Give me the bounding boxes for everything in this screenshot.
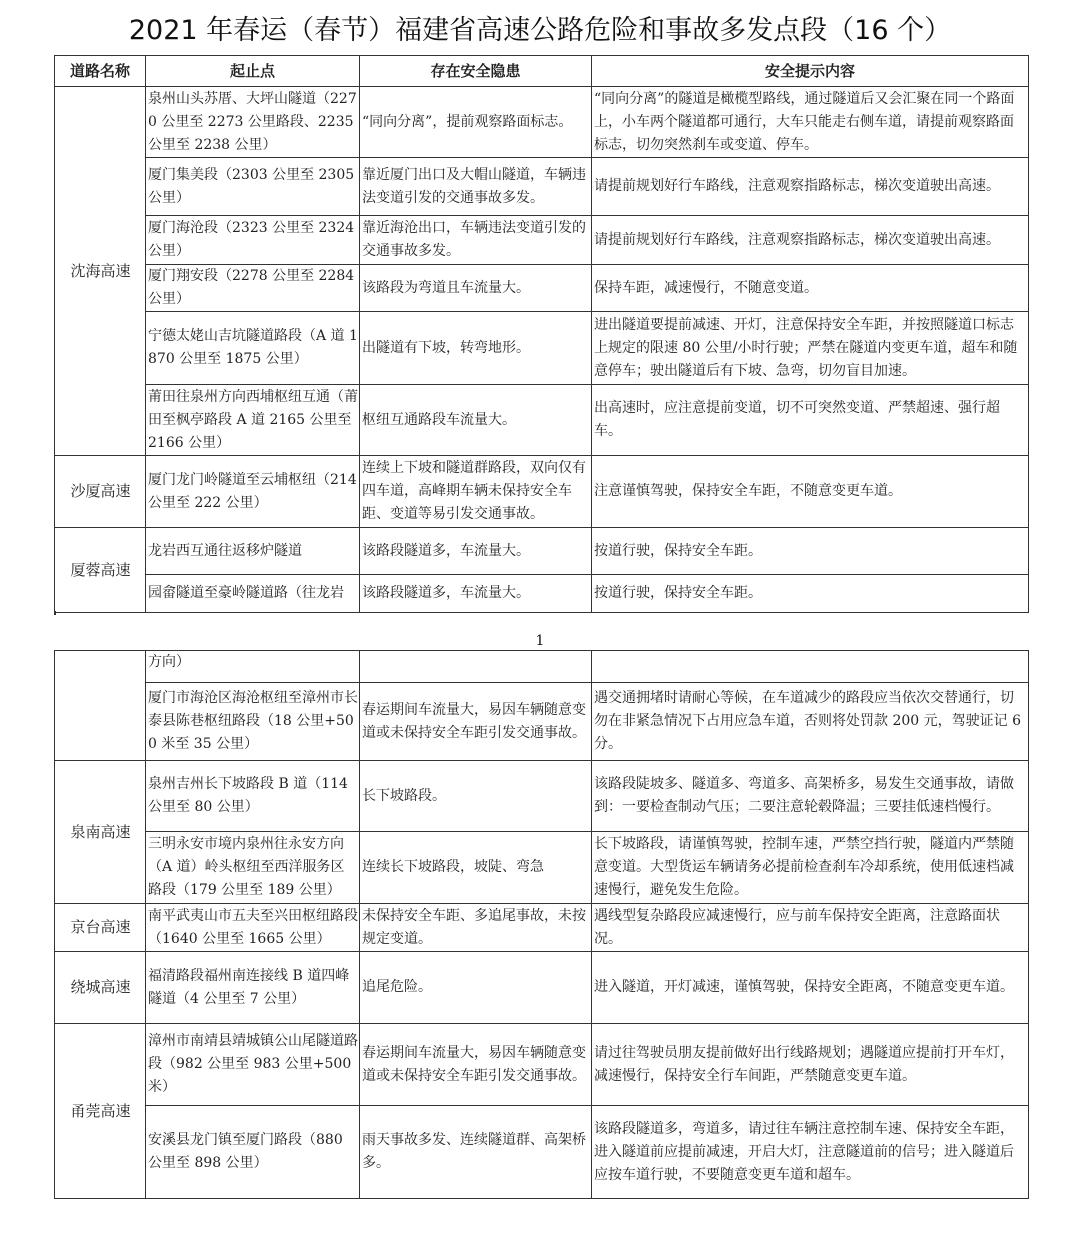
table-row [55,312,1029,385]
hazard-table-page-2 [54,650,1029,1199]
table-row [55,1024,1029,1106]
location-cell: 安溪县龙门镇至厦门路段（880 公里至 898 公里） [146,1106,360,1199]
location-cell: 龙岩西互通往返移炉隧道 [146,528,360,575]
hazard-cell: 靠近厦门出口及大帽山隧道，车辆违法变道引发的交通事故多发。 [360,158,592,216]
document-title: 2021 年春运（春节）福建省高速公路危险和事故多发点段（16 个） [128,15,952,46]
table-row [55,832,1029,904]
road-name-cell: 绕城高速 [55,952,146,1024]
table-row [55,216,1029,265]
road-name-cell: 沙厦高速 [55,456,146,528]
table-row [55,456,1029,528]
table-row [55,265,1029,312]
hazard-cell [360,651,592,683]
location-cell: 厦门海沧段（2323 公里至 2324 公里） [146,216,360,265]
location-cell: 福清路段福州南连接线 B 道四峰隧道（4 公里至 7 公里） [146,952,360,1024]
header-hazard: 存在安全隐患 [360,56,592,87]
location-cell: 泉州山头苏厝、大坪山隧道（2270 公里至 2273 公里路段、2235 公里至 2238 公里） [146,87,360,158]
hazard-cell: 未保持安全车距、多追尾事故，未按规定变道。 [360,904,592,952]
location-cell: 南平武夷山市五夫至兴田枢纽路段（1640 公里至 1665 公里） [146,904,360,952]
hazard-cell: 该路段隧道多，车流量大。 [360,575,592,613]
road-name-cell: 京台高速 [55,904,146,952]
table-row [55,87,1029,158]
location-cell: 泉州吉州长下坡路段 B 道（114 公里至 80 公里） [146,761,360,832]
location-cell: 莆田往泉州方向西埔枢纽互通（莆田至枫亭路段 A 道 2165 公里至 2166 公里） [146,385,360,456]
tip-cell: “同向分离”的隧道是橄榄型路线，通过隧道后又会汇聚在同一个路面上，小车两个隧道都可通行，大车只能走右侧车道，请提前观察路面标志，切勿突然刹车或变道、停车。 [592,87,1029,158]
hazard-cell: 追尾危险。 [360,952,592,1024]
table-row [55,952,1029,1024]
road-name-cell: 甬莞高速 [55,1024,146,1199]
table-row [55,651,1029,683]
hazard-cell: 长下坡路段。 [360,761,592,832]
table-row [55,761,1029,832]
road-name-cell: 沈海高速 [55,87,146,456]
hazard-cell: “同向分离”，提前观察路面标志。 [360,87,592,158]
tip-cell: 注意谨慎驾驶，保持安全车距，不随意变更车道。 [592,456,1029,528]
page-number: 1 [535,633,545,649]
hazard-cell: 连续长下坡路段，坡陡、弯急 [360,832,592,904]
tip-cell: 请提前规划好行车路线，注意观察指路标志，梯次变道驶出高速。 [592,158,1029,216]
table-break-line [54,611,56,615]
tip-cell: 请过往驾驶员朋友提前做好出行线路规划；遇隧道应提前打开车灯，减速慢行，保持安全行车间距，严禁随意变更车道。 [592,1024,1029,1106]
hazard-cell: 该路段隧道多，车流量大。 [360,528,592,575]
tip-cell: 进出隧道要提前减速、开灯，注意保持安全车距，并按照隧道口标志上规定的限速 80 公里/小时行驶；严禁在隧道内变更车道，超车和随意停车；驶出隧道后有下坡、急弯，切勿盲目加速。 [592,312,1029,385]
header-location: 起止点 [146,56,360,87]
tip-cell: 进入隧道，开灯减速，谨慎驾驶，保持安全距离，不随意变更车道。 [592,952,1029,1024]
tip-cell: 请提前规划好行车路线，注意观察指路标志，梯次变道驶出高速。 [592,216,1029,265]
hazard-cell: 雨天事故多发、连续隧道群、高架桥多。 [360,1106,592,1199]
tip-cell: 该路段隧道多，弯道多，请过往车辆注意控制车速、保持安全车距，进入隧道前应提前减速，开启大灯，注意隧道前的信号；进入隧道后应按车道行驶，不要随意变更车道和超车。 [592,1106,1029,1199]
location-cell: 厦门翔安段（2278 公里至 2284 公里） [146,265,360,312]
hazard-table-page-1 [54,55,1029,613]
table-row [55,904,1029,952]
tip-cell: 保持车距，减速慢行，不随意变道。 [592,265,1029,312]
hazard-cell: 靠近海沧出口，车辆违法变道引发的交通事故多发。 [360,216,592,265]
road-name-cell: 泉南高速 [55,761,146,904]
tip-cell: 遇线型复杂路段应减速慢行，应与前车保持安全距离，注意路面状况。 [592,904,1029,952]
location-cell: 方向） [146,651,360,683]
location-cell: 厦门集美段（2303 公里至 2305 公里） [146,158,360,216]
tip-cell [592,651,1029,683]
tip-cell: 出高速时，应注意提前变道，切不可突然变道、严禁超速、强行超车。 [592,385,1029,456]
table-row [55,528,1029,575]
table-row [55,385,1029,456]
location-cell: 宁德太姥山吉坑隧道路段（A 道 1870 公里至 1875 公里） [146,312,360,385]
header-road-name: 道路名称 [55,56,146,87]
location-cell: 厦门市海沧区海沧枢纽至漳州市长泰县陈巷枢纽路段（18 公里+500 米至 35 公里） [146,683,360,761]
header-safety-tip: 安全提示内容 [592,56,1029,87]
hazard-cell: 枢纽互通路段车流量大。 [360,385,592,456]
tip-cell: 长下坡路段，请谨慎驾驶，控制车速，严禁空挡行驶，隧道内严禁随意变道。大型货运车辆请务必提前检查刹车冷却系统，使用低速档减速慢行，避免发生危险。 [592,832,1029,904]
table-row [55,158,1029,216]
hazard-cell: 春运期间车流量大，易因车辆随意变道或未保持安全车距引发交通事故。 [360,1024,592,1106]
tip-cell: 该路段陡坡多、隧道多、弯道多、高架桥多，易发生交通事故，请做到：一要检查制动气压；二要注意轮毂降温；三要挂低速档慢行。 [592,761,1029,832]
location-cell: 园畲隧道至豪岭隧道路（往龙岩 [146,575,360,613]
location-cell: 厦门龙门岭隧道至云埔枢纽（214 公里至 222 公里） [146,456,360,528]
road-name-cell-continued [55,651,146,761]
location-cell: 漳州市南靖县靖城镇公山尾隧道路段（982 公里至 983 公里+500 米） [146,1024,360,1106]
road-name-cell: 厦蓉高速 [55,528,146,613]
hazard-cell: 出隧道有下坡，转弯地形。 [360,312,592,385]
table-row [55,575,1029,613]
tip-cell: 按道行驶，保持安全车距。 [592,575,1029,613]
tip-cell: 遇交通拥堵时请耐心等候，在车道减少的路段应当依次交替通行，切勿在非紧急情况下占用应急车道，否则将处罚款 200 元，驾驶证记 6 分。 [592,683,1029,761]
hazard-cell: 连续上下坡和隧道群路段，双向仅有四车道，高峰期车辆未保持安全车距、变道等易引发交通事故。 [360,456,592,528]
tip-cell: 按道行驶，保持安全车距。 [592,528,1029,575]
table-header-row [55,56,1029,87]
hazard-cell: 春运期间车流量大，易因车辆随意变道或未保持安全车距引发交通事故。 [360,683,592,761]
table-row [55,683,1029,761]
hazard-cell: 该路段为弯道且车流量大。 [360,265,592,312]
location-cell: 三明永安市境内泉州往永安方向（A 道）岭头枢纽至西洋服务区路段（179 公里至 189 公里） [146,832,360,904]
table-row [55,1106,1029,1199]
